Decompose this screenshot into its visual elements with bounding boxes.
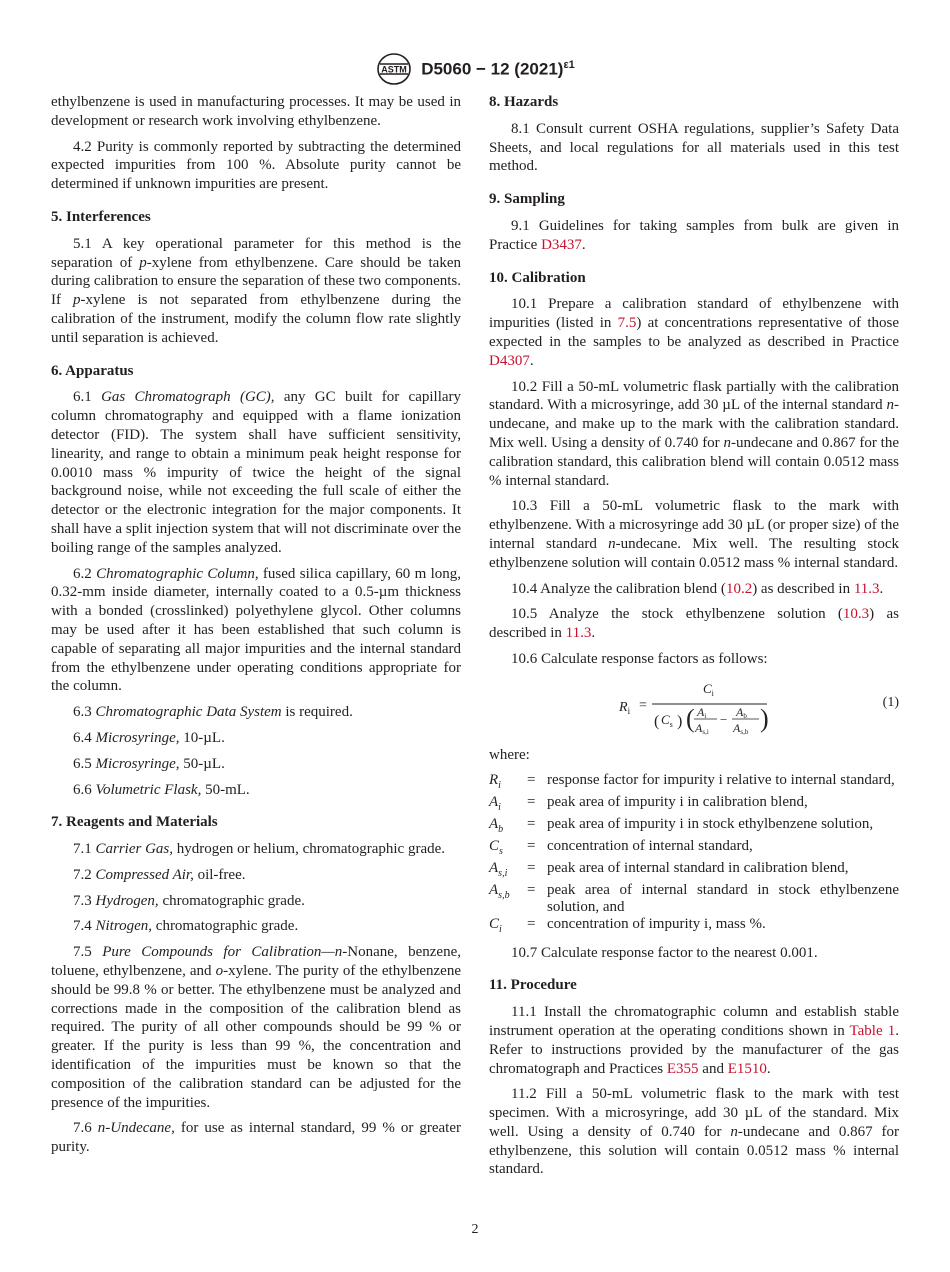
svg-text:Ri: $R_i$ (619, 699, 631, 716)
designation-text: D5060 − 12 (2021) (421, 59, 564, 79)
where-symbol: $R_i$ (489, 771, 501, 791)
where-row (489, 838, 899, 860)
where-definition: concentration of internal standard, (547, 837, 753, 854)
where-row (489, 772, 899, 794)
paragraph-7-6: 7.6 n-Undecane, for use as internal standard, 99 % or greater purity. (51, 1120, 462, 1156)
svg-text:): ) (677, 712, 683, 730)
where-row (489, 794, 899, 816)
svg-text:Ab: Ab (736, 704, 747, 720)
where-definition: peak area of impurity i in stock ethylbenzene solution, (547, 815, 874, 832)
link-7-5[interactable]: 7.5 (617, 315, 637, 332)
paragraph-6-6: 6.6 Volumetric Flask, 50-mL. (73, 781, 250, 798)
where-symbol: $C_i$ (489, 915, 502, 935)
where-equals: = (527, 859, 536, 876)
where-equals: = (527, 881, 536, 898)
where-row (489, 916, 899, 938)
link-e355[interactable]: E355 (666, 1060, 699, 1077)
where-definition: concentration of impurity i, mass %. (547, 915, 766, 932)
paragraph-9-1: 9.1 Guidelines for taking samples from bulk are given in Practice D3437. (489, 217, 899, 253)
paragraph-10-3: 10.3 Fill a 50-mL volumetric flask to the mark with ethylbenzene. With a microsyringe add 30 µL (or proper size) of the internal standard n-undecane. Mix well. The resulting stock ethylbenzene solution will contain 0.0512 mass % internal standard. (489, 498, 899, 571)
paragraph-5-1: 5.1 A key operational parameter for this method is the separation of p-xylene from ethylbenzene. Care should be taken during calibration to ensure the separation of these two components. If p-xylene is not separated from ethylbenzene during the calibration of the instrument, modify the column flow rate slightly until separation is achieved. (51, 235, 461, 346)
where-equals: = (527, 915, 536, 932)
link-table-1[interactable]: Table 1 (849, 1022, 896, 1039)
paragraph-10-2: 10.2 Fill a 50-mL volumetric flask partially with the calibration standard. With a microsyringe, add 30 µL of the internal standard n-undecane, and make up to the mark with the calibration standard. Mix well. Using a density of 0.740 for n-undecane and 0.867 for the calibration standard, this calibration blend will contain 0.0512 mass % internal standard. (489, 378, 900, 489)
link-11-3[interactable]: 11.3 (853, 580, 880, 597)
where-symbol: $A_{s,b}$ (489, 881, 510, 901)
page-number: 2 (471, 1222, 479, 1237)
paragraph-10-1: 10.1 Prepare a calibration standard of ethylbenzene with impurities (listed in 7.5) at concentrations representative of those expected in the samples to be analyzed as described in Practice D4307. (489, 296, 899, 369)
paragraph-11-2: 11.2 Fill a 50-mL volumetric flask to the mark with test specimen. With a microsyringe, add 30 µL of the standard. Mix well. Using a density of 0.740 for n-undecane and 0.867 for ethylbenzene, this solution will contain 0.0512 mass % internal standard. (489, 1086, 900, 1178)
astm-logo-icon (375, 52, 413, 86)
where-equals: = (527, 771, 536, 788)
paragraph-10-7: 10.7 Calculate response factor to the nearest 0.001. (511, 944, 818, 961)
svg-text:Ci: $C_i$ (703, 680, 714, 698)
section-11-heading: 11. Procedure (489, 977, 577, 994)
section-9-heading: 9. Sampling (489, 191, 565, 208)
where-definition: peak area of internal standard in calibration blend, (547, 859, 849, 876)
svg-text:(: ( (654, 712, 660, 730)
svg-text:=: = (639, 697, 647, 713)
where-symbol: $A_{s,i}$ (489, 859, 508, 879)
paragraph-7-4: 7.4 Nitrogen, chromatographic grade. (73, 918, 299, 935)
where-equals: = (527, 793, 536, 810)
equation-number: (1) (882, 694, 899, 710)
where-row (489, 816, 899, 838)
where-label: where: (489, 746, 530, 763)
paragraph-7-5: 7.5 Pure Compounds for Calibration—n-Nonane, benzene, toluene, ethylbenzene, and o-xylene. The purity of the ethylbenzene should be 99.8 % or better. The ethylbenzene must be analyzed and corrections made in the composition of the calibration blend as required. The purity of all other compounds should be 99 % or greater. If the purity is less than 99 %, the concentration and identification of the impurities must be known so that the composition of the calibration standard can be adjusted for the presence of the impurities. (51, 944, 461, 1111)
response-factor-equation (619, 676, 779, 736)
svg-text:): ) (760, 703, 769, 733)
svg-text:−: − (720, 711, 728, 727)
left-column (51, 93, 461, 1164)
svg-text:Cs: $C_s$ (661, 711, 673, 729)
paragraph-4-2: 4.2 Purity is commonly reported by subtracting the determined expected impurities from 100 %. Absolute purity cannot be determined if unknown impurities are present. (51, 138, 461, 193)
paragraph-6-1: 6.1 Gas Chromatograph (GC), any GC built for capillary column chromatography and equipped with a flame ionization detector (FID). The system shall have sufficient sensitivity, linearity, and range to obtain a minimum peak height response for 0.0010 mass % impurity of twice the height of the signal background noise, while not exceeding the full scale of either the detector or the electronic integration for the major components. It shall have a split injection system that will not discriminate over the boiling range of the samples analyzed. (51, 389, 462, 556)
logo-text: ASTM (381, 64, 407, 75)
section-7-heading: 7. Reagents and Materials (51, 814, 218, 831)
paragraph-6-3: 6.3 Chromatographic Data System is required. (73, 704, 353, 721)
link-d3437[interactable]: D3437 (541, 236, 582, 253)
page-header (0, 52, 950, 86)
designation (421, 59, 575, 80)
paragraph-continued: ethylbenzene is used in manufacturing processes. It may be used in development or research work involving ethylbenzene. (51, 94, 461, 129)
link-10-3[interactable]: 10.3 (842, 606, 870, 623)
paragraph-10-5: 10.5 Analyze the stock ethylbenzene solution (10.3) as described in 11.3. (489, 606, 899, 642)
equation-1 (489, 676, 899, 738)
paragraph-6-2: 6.2 Chromatographic Column, fused silica capillary, 60 m long, 0.32-mm inside diameter, internally coated to a 0.5-µm thickness with a bonded (crosslinked) polyethylene glycol. Other columns may be used after it has been established that such column is capable of separating all major impurities and the internal standard from the ethylbenzene under operating conditions appropriate for the column. (51, 565, 462, 695)
paragraph-11-1: 11.1 Install the chromatographic column and establish stable instrument operation at the operating conditions shown in Table 1. Refer to instructions provided by the manufacturer of the gas chromatograph and Practices E355 and E1510. (489, 1004, 899, 1077)
section-6-heading: 6. Apparatus (51, 362, 134, 379)
paragraph-10-4: 10.4 Analyze the calibration blend (10.2) as described in 11.3. (511, 580, 884, 597)
section-8-heading: 8. Hazards (489, 94, 559, 110)
section-10-heading: 10. Calibration (489, 269, 586, 286)
svg-text:Ai: Ai (697, 704, 707, 720)
section-5-heading: 5. Interferences (51, 208, 151, 225)
where-equals: = (527, 837, 536, 854)
epsilon-superscript: ε1 (563, 58, 575, 71)
where-symbol: $A_b$ (489, 815, 504, 835)
paragraph-10-6: 10.6 Calculate response factors as follows: (511, 650, 768, 667)
paragraph-6-5: 6.5 Microsyringe, 50-µL. (73, 755, 225, 772)
paragraph-7-3: 7.3 Hydrogen, chromatographic grade. (73, 892, 305, 909)
svg-text:As,b: As,b (733, 720, 749, 736)
where-row (489, 860, 899, 882)
where-table (489, 772, 899, 938)
where-definition: peak area of internal standard in stock ethylbenzene solution, and (547, 881, 899, 915)
where-definition: peak area of impurity i in calibration blend, (547, 793, 808, 810)
where-symbol: $C_s$ (489, 837, 503, 857)
where-equals: = (527, 815, 536, 832)
right-column (489, 93, 899, 1186)
paragraph-7-2: 7.2 Compressed Air, oil-free. (73, 866, 246, 883)
paragraph-7-1: 7.1 Carrier Gas, hydrogen or helium, chromatographic grade. (73, 841, 446, 858)
where-definition: response factor for impurity i relative to internal standard, (547, 771, 895, 788)
paragraph-6-4: 6.4 Microsyringe, 10-µL. (73, 729, 225, 746)
where-row (489, 882, 899, 916)
link-11-3[interactable]: 11.3 (565, 625, 592, 642)
svg-text:As,i: As,i (695, 720, 709, 736)
where-symbol: $A_i$ (489, 793, 501, 813)
link-10-2[interactable]: 10.2 (725, 580, 753, 597)
link-d4307[interactable]: D4307 (489, 352, 530, 369)
paragraph-8-1: 8.1 Consult current OSHA regulations, supplier’s Safety Data Sheets, and local regulations for all materials used in this test method. (489, 120, 899, 175)
svg-text:(: ( (686, 703, 695, 733)
link-e1510[interactable]: E1510 (727, 1060, 767, 1077)
